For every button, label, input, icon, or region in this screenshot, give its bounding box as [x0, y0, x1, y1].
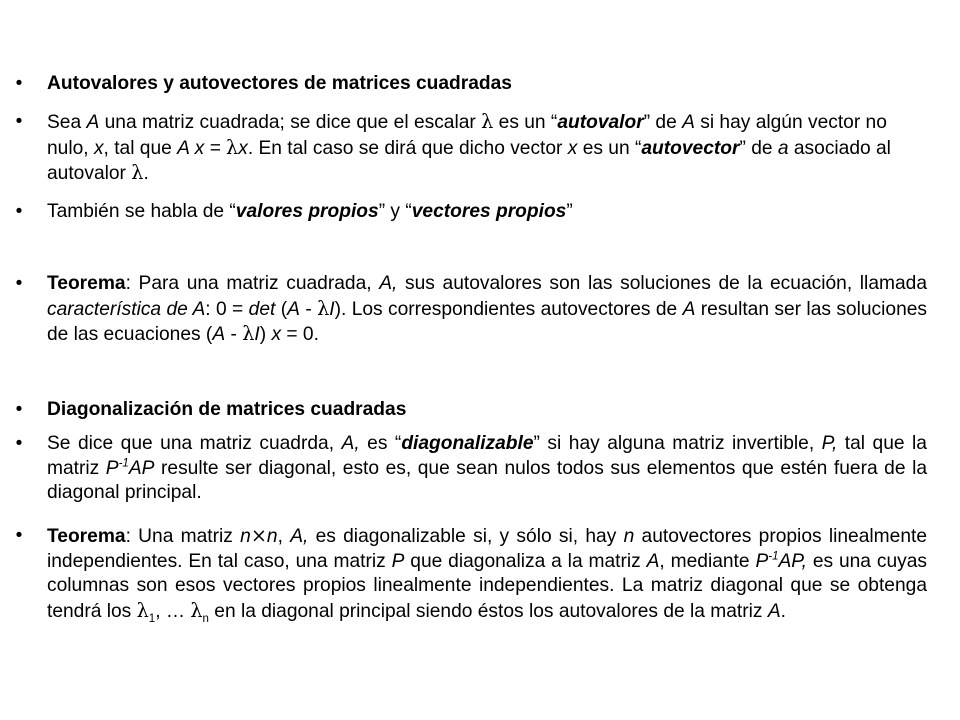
bullet-icon: •	[15, 399, 23, 420]
term-autovector: autovector	[641, 137, 740, 159]
bullet-icon: •	[15, 111, 23, 132]
bullet-icon: •	[15, 201, 23, 222]
paragraph-definicion-diagonalizable: Se dice que una matriz cuadrda, A, es “diagonalizable” si hay alguna matriz invertible, P, tal que la matriz $P^{-1}AP$ resulte ser diagonal, esto es, que sean nulos todos sus elementos que estén fuera de la diagonal principal.	[47, 433, 928, 503]
bullet-icon: •	[15, 433, 23, 454]
section-heading-autovalores: Autovalores y autovectores de matrices cuadradas	[47, 73, 512, 94]
bullet-icon: •	[15, 273, 23, 294]
label-teorema: Teorema	[47, 526, 126, 547]
bullet-icon: •	[15, 73, 23, 94]
term-valores-propios: valores propios	[235, 201, 379, 222]
label-teorema: Teorema	[47, 273, 126, 294]
paragraph-teorema-diagonalizacion: Teorema: Una matriz n×n, A, es diagonalizable si, y sólo si, hay n autovectores propios linealmente independientes. En tal caso, una matriz P que diagonaliza a la matriz A, mediante $P^{-1}AP$, es una cuyas columnas son esos vectores propios linealmente independientes. La matriz diagonal que se obtenga tendrá los $\lambda_1$, … $\lambda_n$ en la diagonal principal siendo éstos los autovalores de la matriz A.	[47, 524, 927, 625]
bullet-icon: •	[15, 525, 23, 546]
term-vectores-propios: vectores propios	[411, 201, 567, 222]
term-autovalor: autovalor	[557, 112, 644, 133]
paragraph-teorema-autovalores: Teorema: Para una matriz cuadrada, A, sus autovalores son las soluciones de la ecuación, llamada característica de A: 0 = det (A - λI). Los correspondientes autovectores de A resultan ser las soluciones de las ecuaciones (A - λI) x = 0.	[47, 273, 928, 345]
paragraph-valores-propios: También se habla de “valores propios” y “vectores propios”	[47, 201, 573, 222]
paragraph-definicion-autovalor: Sea A una matriz cuadrada; se dice que el escalar λ es un “autovalor” de A si hay algún vector no nulo, x, tal que A x = λx. En tal caso se dirá que dicho vector x es un “autovector” de a asociado al autovalor λ.	[47, 110, 891, 184]
term-diagonalizable: diagonalizable	[401, 433, 534, 454]
section-heading-diagonalizacion: Diagonalización de matrices cuadradas	[47, 399, 407, 420]
